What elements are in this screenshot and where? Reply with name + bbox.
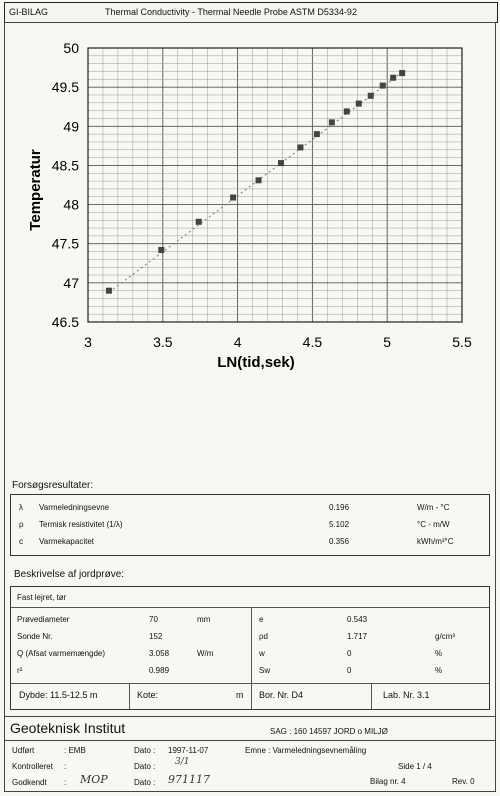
data-points: [106, 70, 405, 294]
bor-field: Bor. Nr. D4: [259, 690, 304, 700]
sample-label: ρd: [259, 632, 268, 641]
sample-value: 0.989: [149, 666, 170, 675]
divider: [4, 716, 496, 717]
sample-value: 3.058: [149, 649, 170, 658]
data-point: [158, 247, 164, 253]
dybde-field: Dybde: 11.5-12.5 m: [19, 690, 98, 700]
rev-field: Rev. 0: [452, 777, 475, 786]
data-point: [329, 119, 335, 125]
data-point: [356, 101, 362, 107]
sample-label: w: [259, 649, 265, 658]
sample-value: 1.717: [347, 632, 368, 641]
plot-frame: [88, 48, 462, 322]
emne-field: Emne : Varmeledningsevnemåling: [245, 746, 367, 755]
header-title: Thermal Conductivity - Thermal Needle Probe ASTM D5334-92: [105, 7, 357, 17]
institute-name: Geoteknisk Institut: [10, 720, 126, 736]
results-table: [10, 494, 490, 556]
divider: [371, 683, 372, 709]
data-point: [196, 219, 202, 225]
kote-field: Kote:: [137, 690, 159, 700]
result-value: 0.356: [329, 537, 350, 546]
data-point: [368, 93, 374, 99]
sample-unit: g/cm³: [435, 632, 455, 641]
x-tick-label: 3.5: [153, 334, 173, 350]
data-point: [344, 108, 350, 114]
x-tick-label: 4: [233, 334, 242, 350]
sample-label: e: [259, 615, 264, 624]
divider: [251, 607, 252, 683]
x-tick-label: 3: [84, 334, 92, 350]
sample-value: 0.543: [347, 615, 368, 624]
staff-label: Udført: [12, 746, 35, 755]
date-value: 1997-11-07: [168, 746, 209, 755]
data-point: [390, 75, 396, 81]
result-label: Varmekapacitet: [39, 537, 94, 546]
side-field: Side 1 / 4: [398, 762, 432, 771]
y-tick-label: 48.5: [51, 157, 79, 174]
result-value: 0.196: [329, 503, 350, 512]
chart: [0, 22, 500, 382]
y-tick-label: 47.5: [51, 235, 79, 252]
sample-table: [10, 586, 490, 710]
handwritten-signature: MOP: [80, 773, 108, 786]
result-value: 5.102: [329, 520, 350, 529]
divider: [251, 683, 252, 709]
y-tick-label: 50: [63, 40, 79, 56]
handwritten-date: 971117: [168, 773, 210, 786]
sample-label: Q (Afsat varmemængde): [17, 649, 106, 658]
result-label: Termisk resistivitet (1/λ): [39, 520, 123, 529]
header-tag: GI-BILAG: [9, 7, 49, 17]
chart-grid: [88, 48, 462, 322]
sample-unit: %: [435, 666, 443, 675]
divider: [11, 607, 489, 608]
result-symbol: λ: [19, 503, 23, 512]
x-tick-label: 4.5: [302, 334, 323, 350]
date-label: Dato :: [134, 762, 156, 771]
handwritten-date: 3/1: [175, 757, 190, 767]
staff-label: Godkendt: [12, 778, 47, 787]
divider: [11, 683, 489, 684]
data-point: [278, 160, 284, 166]
sample-unit: mm: [197, 615, 211, 624]
divider: [4, 740, 496, 741]
date-label: Dato :: [134, 778, 156, 787]
staff-value: : EMB: [64, 746, 86, 755]
sample-value: 70: [149, 615, 158, 624]
y-tick-label: 49: [63, 118, 79, 135]
result-unit: °C - m/W: [417, 520, 450, 529]
y-tick-label: 47: [63, 274, 79, 291]
sample-value: 0: [347, 649, 352, 658]
sample-label: Sonde Nr.: [17, 632, 53, 641]
staff-value: :: [64, 762, 67, 771]
x-axis-label: LN(tid,sek): [217, 354, 295, 371]
sample-description: Fast lejret, tør: [17, 593, 67, 602]
sample-label: Prøvediameter: [17, 615, 70, 624]
data-point: [297, 144, 303, 150]
sample-label: Sw: [259, 666, 271, 675]
data-point: [314, 131, 320, 137]
sample-title: Beskrivelse af jordprøve:: [14, 569, 125, 580]
results-title: Forsøgsresultater:: [12, 480, 94, 491]
x-tick-label: 5.5: [452, 334, 472, 350]
result-symbol: ρ: [19, 520, 24, 529]
date-label: Dato :: [134, 746, 156, 755]
staff-value: :: [64, 778, 67, 787]
result-label: Varmeledningsevne: [39, 503, 110, 512]
divider: [129, 683, 130, 709]
x-tick-label: 5: [383, 334, 392, 350]
staff-label: Kontrolleret: [12, 762, 53, 771]
data-point: [106, 288, 112, 294]
lab-field: Lab. Nr. 3.1: [383, 690, 430, 700]
document-header: [4, 2, 498, 23]
sample-label: r²: [17, 666, 23, 675]
data-point: [256, 177, 262, 183]
sample-value: 152: [149, 632, 163, 641]
sample-unit: W/m: [197, 649, 214, 658]
sample-unit: %: [435, 649, 443, 658]
data-point: [380, 83, 386, 89]
y-axis-label: Temperatur: [27, 149, 44, 231]
sag-field: SAG : 160 14597 JORD o MILJØ: [270, 727, 388, 736]
bilag-field: Bilag nr. 4: [370, 777, 406, 786]
y-tick-label: 49.5: [51, 79, 79, 96]
result-unit: kWh/m³°C: [417, 537, 454, 546]
y-tick-label: 48: [63, 196, 79, 213]
kote-unit: m: [236, 690, 244, 700]
data-point: [399, 70, 405, 76]
result-symbol: c: [19, 537, 23, 546]
y-tick-label: 46.5: [51, 314, 79, 330]
sample-value: 0: [347, 666, 352, 675]
chart-ticks: [52, 40, 472, 350]
data-point: [230, 195, 236, 201]
result-unit: W/m - °C: [417, 503, 450, 512]
